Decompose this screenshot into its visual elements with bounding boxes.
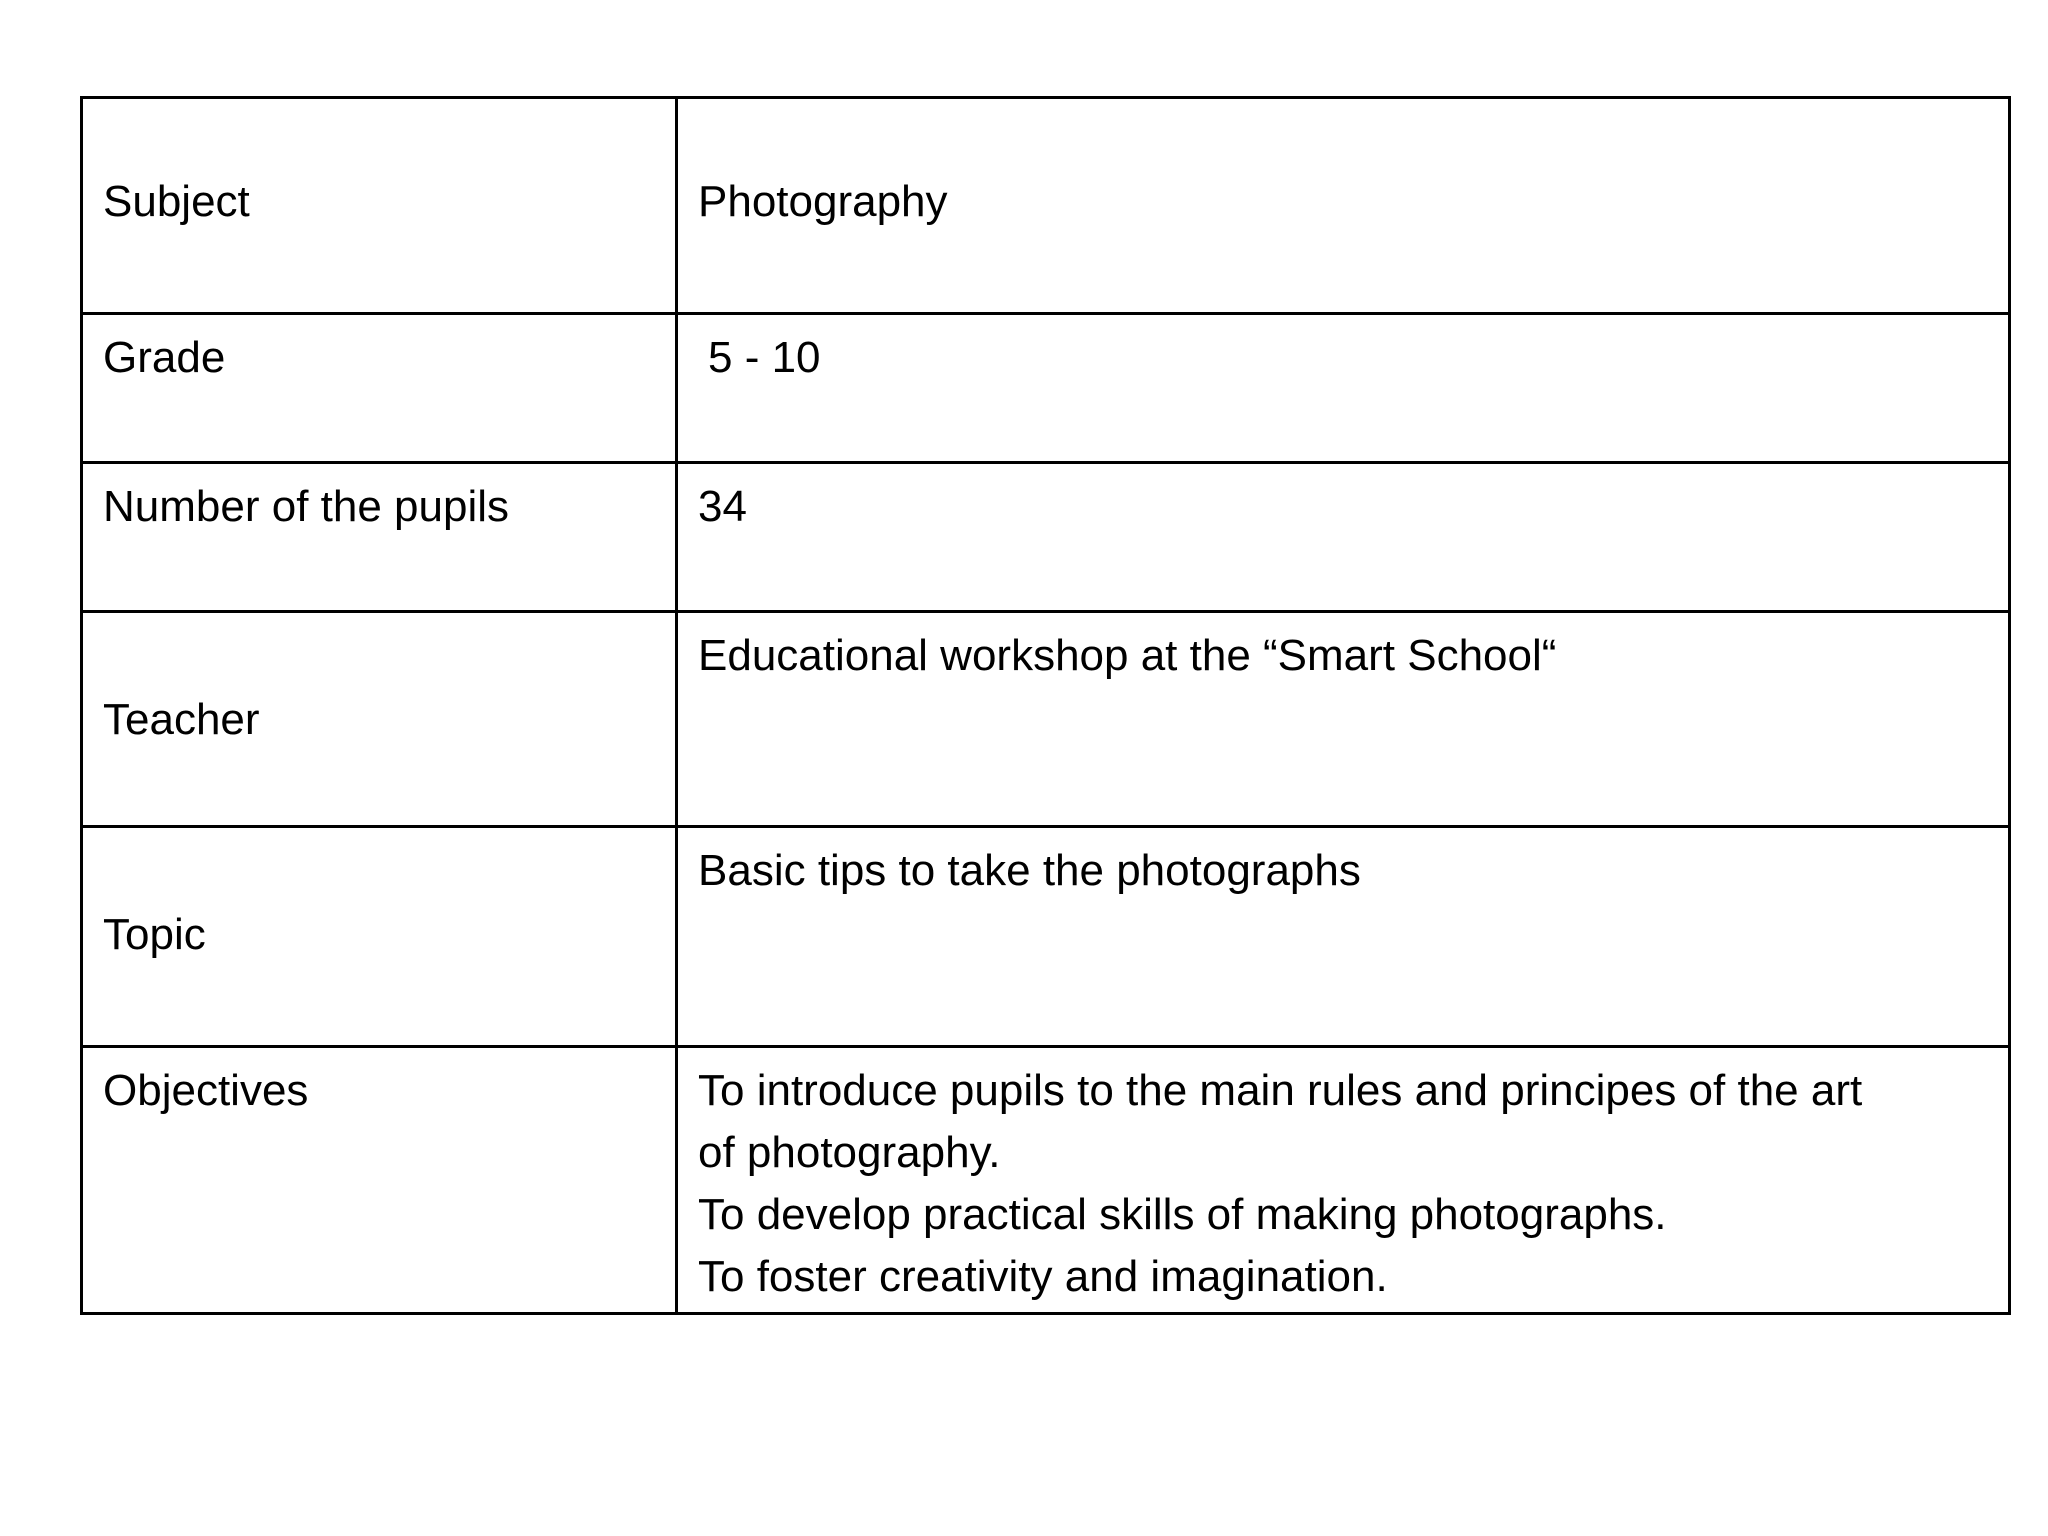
grade-label: Grade bbox=[82, 314, 677, 463]
objectives-line: of photography. bbox=[698, 1128, 1001, 1177]
table-row-subject bbox=[82, 98, 2010, 314]
objectives-value bbox=[677, 1047, 2010, 1314]
objectives-line: To introduce pupils to the main rules and principes of the art bbox=[698, 1066, 1863, 1115]
teacher-value-text: Educational workshop at the “Smart School“ bbox=[698, 631, 1557, 680]
topic-label: Topic bbox=[82, 827, 677, 1047]
subject-label: Subject bbox=[82, 98, 677, 314]
subject-value bbox=[677, 98, 2010, 314]
table-row-pupils bbox=[82, 463, 2010, 612]
topic-value bbox=[677, 827, 2010, 1047]
pupils-label: Number of the pupils bbox=[82, 463, 677, 612]
pupils-value bbox=[677, 463, 2010, 612]
objectives-line: To develop practical skills of making photographs. bbox=[698, 1190, 1667, 1239]
lesson-info-table bbox=[80, 96, 2011, 1315]
teacher-value bbox=[677, 612, 2010, 827]
grade-value-text: 5 - 10 bbox=[708, 333, 821, 382]
teacher-label: Teacher bbox=[82, 612, 677, 827]
table-row-teacher bbox=[82, 612, 2010, 827]
topic-value-text: Basic tips to take the photographs bbox=[698, 846, 1361, 895]
table-row-topic bbox=[82, 827, 2010, 1047]
grade-value bbox=[677, 314, 2010, 463]
table-row-grade bbox=[82, 314, 2010, 463]
objectives-label: Objectives bbox=[82, 1047, 677, 1314]
pupils-value-text: 34 bbox=[698, 482, 747, 531]
table-row-objectives bbox=[82, 1047, 2010, 1314]
subject-value-text: Photography bbox=[698, 177, 948, 226]
objectives-line: To foster creativity and imagination. bbox=[698, 1252, 1388, 1301]
